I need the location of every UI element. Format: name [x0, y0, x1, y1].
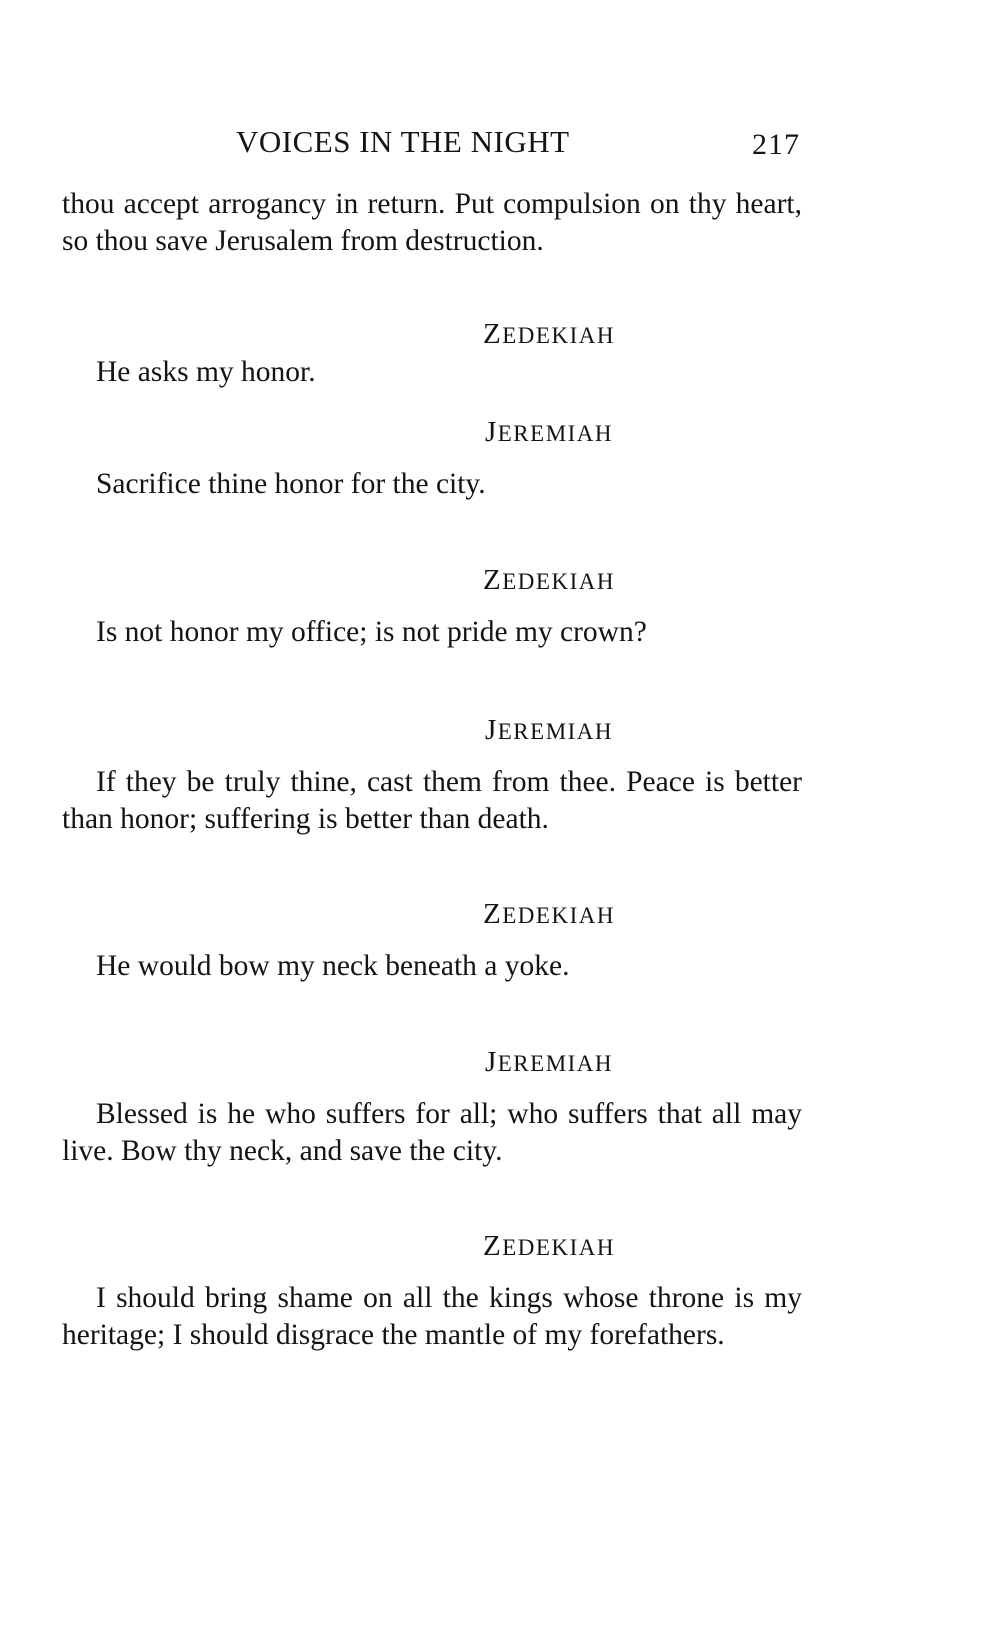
speaker-initial: Z [483, 1230, 503, 1262]
dialogue-line: Sacrifice thine honor for the city. [96, 468, 486, 500]
dialogue-line: He would bow my neck beneath a yoke. [96, 950, 570, 982]
speaker-name [0, 318, 1000, 351]
speaker-rest: EDEKIAH [502, 569, 615, 594]
speaker-initial: Z [483, 318, 503, 350]
opening-paragraph: thou accept arrogancy in return. Put compulsion on thy heart, so thou save Jerusalem from destruction. [62, 188, 802, 257]
dialogue-line: Is not honor my office; is not pride my crown? [96, 616, 647, 648]
running-title: VOICES IN THE NIGHT [236, 124, 570, 159]
dialogue-line: If they be truly thine, cast them from thee. Peace is better than honor; suffering is better than death. [62, 766, 802, 835]
speaker-name [0, 714, 1000, 747]
speaker-rest: EDEKIAH [502, 1235, 615, 1260]
speaker-initial: J [484, 1046, 498, 1078]
speaker-name [0, 898, 1000, 931]
speaker-rest: EDEKIAH [502, 323, 615, 348]
dialogue-line: Blessed is he who suffers for all; who suffers that all may live. Bow thy neck, and save the city. [62, 1098, 802, 1167]
speaker-initial: Z [483, 564, 503, 596]
speaker-name [0, 564, 1000, 597]
speaker-initial: J [484, 416, 498, 448]
speaker-initial: J [484, 714, 498, 746]
speaker-rest: EREMIAH [497, 1051, 614, 1076]
speaker-rest: EREMIAH [497, 421, 614, 446]
dialogue-line: He asks my honor. [96, 356, 316, 388]
page-number: 217 [752, 128, 800, 161]
speaker-rest: EREMIAH [497, 719, 614, 744]
speaker-rest: EDEKIAH [502, 903, 615, 928]
speaker-name [0, 416, 1000, 449]
speaker-initial: Z [483, 898, 503, 930]
speaker-name [0, 1230, 1000, 1263]
dialogue-line: I should bring shame on all the kings whose throne is my heritage; I should disgrace the mantle of my forefathers. [62, 1282, 802, 1351]
speaker-name [0, 1046, 1000, 1079]
